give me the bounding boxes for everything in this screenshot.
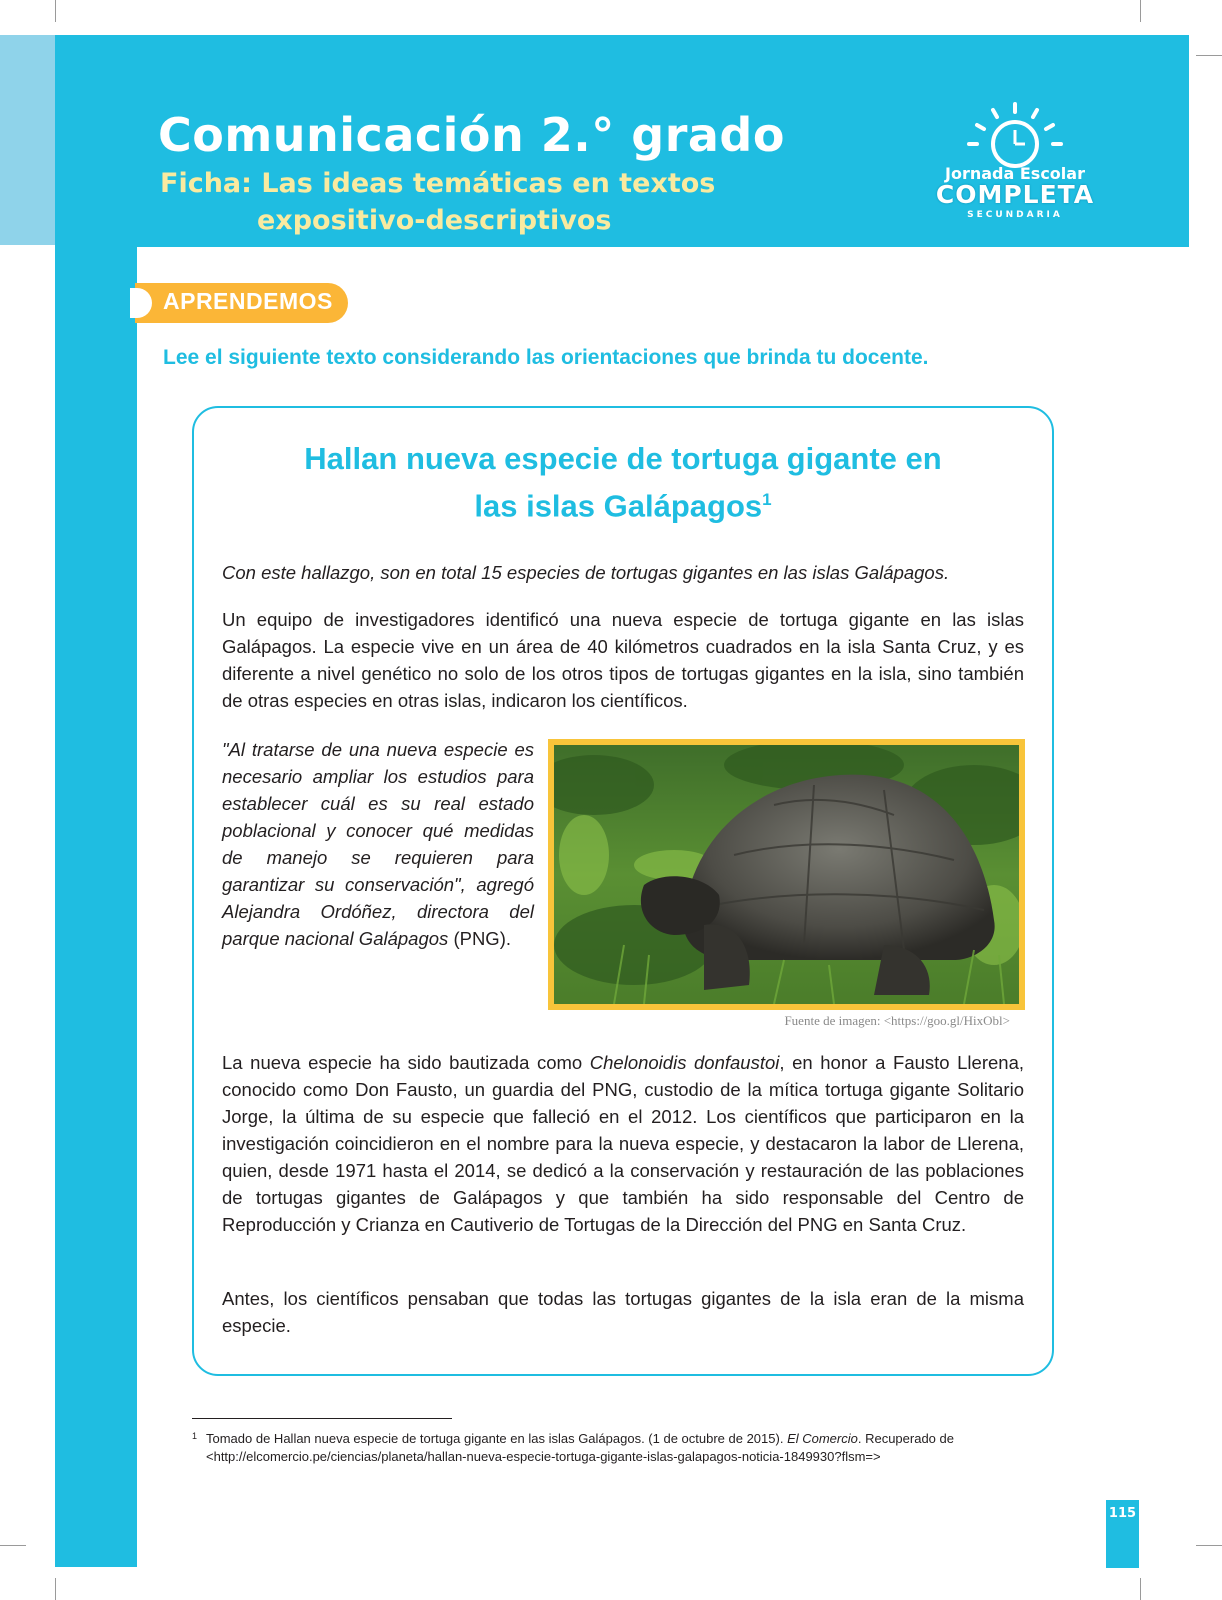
quote-tail: (PNG). <box>453 928 511 949</box>
logo-text-jornada: Jornada Escolar <box>945 164 1085 183</box>
footnote-citation: Tomado de Hallan nueva especie de tortuga gigante en las islas Galápagos. (1 de octubre de 2015). <box>206 1431 788 1446</box>
footnote-divider <box>192 1418 452 1419</box>
giant-tortoise-image <box>554 745 1019 1004</box>
crop-mark <box>55 0 56 22</box>
worksheet-subtitle-line2: expositivo-descriptivos <box>257 205 612 236</box>
worksheet-subtitle-line1: Ficha: Las ideas temáticas en textos <box>160 168 716 199</box>
clock-sun-icon <box>935 100 1095 170</box>
article-title-line2: las islas Galápagos <box>474 488 763 524</box>
article-paragraph-1: Un equipo de investigadores identificó una nueva especie de tortuga gigante en las islas Galápagos. La especie vive en un área de 40 kilómetros cuadrados en la isla Santa Cruz, y es diferente a nivel genético no solo de los otros tipos de tortugas gigantes en la isla, sino también de otras especies en otras islas, indicaron los científicos. <box>222 609 1024 711</box>
crop-mark <box>55 1578 56 1600</box>
image-caption: Fuente de imagen: <https://goo.gl/HixObl> <box>784 1013 1010 1028</box>
footnote-ref: 1 <box>762 490 772 509</box>
left-light-band <box>0 35 55 245</box>
logo-text-secundaria: SECUNDARIA <box>967 210 1063 220</box>
section-label: APRENDEMOS <box>163 288 333 314</box>
footnote-number: 1 <box>192 1431 198 1441</box>
page-title: Comunicación 2.° grado <box>158 108 785 162</box>
tortoise-photo <box>548 739 1025 1010</box>
footnote <box>192 1430 1032 1466</box>
article-title <box>192 438 1054 526</box>
crop-mark <box>1140 0 1141 22</box>
crop-mark <box>0 1545 26 1546</box>
paragraph-3-rest: , en honor a Fausto Llerena, conocido como Don Fausto, un guardia del PNG, custodio de la mítica tortuga gigante Solitario Jorge, la última de su especie que falleció en el 2012. Los científicos que participaron en la investigación coincidieron en el nombre para la nueva especie, y destacaron la labor de Llerena, quien, desde 1971 hasta el 2014, se dedicó a la conservación y restauración de las poblaciones de tortugas gigantes de Galápagos y que también ha sido responsable del Centro de Reproducción y Crianza en Cautiverio de Tortugas de la Dirección del PNG en Santa Cruz. <box>222 1052 1024 1235</box>
article-lead: Con este hallazgo, son en total 15 especies de tortugas gigantes en las islas Galápagos. <box>222 562 950 583</box>
page-number: 115 <box>1108 1506 1137 1521</box>
crop-mark <box>1196 1545 1222 1546</box>
footnote-url: . Recuperado de <http://elcomercio.pe/ciencias/planeta/hallan-nueva-especie-tortuga-gigante-islas-galapagos-noticia-1849930?flsm=> <box>206 1431 954 1464</box>
logo-text-completa: COMPLETA <box>935 180 1095 209</box>
reading-instruction: Lee el siguiente texto considerando las orientaciones que brinda tu docente. <box>163 346 929 369</box>
species-name: Chelonoidis donfaustoi <box>589 1052 780 1073</box>
article-quote <box>222 736 534 952</box>
article-paragraph-3 <box>222 1049 1024 1238</box>
footnote-source: El Comercio <box>787 1431 858 1446</box>
article-title-line1: Hallan nueva especie de tortuga gigante en <box>304 441 942 476</box>
left-side-bar <box>55 245 137 1567</box>
article-paragraph-4: Antes, los científicos pensaban que todas las tortugas gigantes de la isla eran de la misma especie. <box>222 1288 1024 1336</box>
footnote-text <box>206 1430 1032 1466</box>
quote-text: "Al tratarse de una nueva especie es necesario ampliar los estudios para establecer cuál es su real estado poblacional y conocer qué medidas de manejo se requieren para garantizar su conservación", agregó Alejandra Ordóñez, directora del parque nacional Galápagos <box>222 739 534 949</box>
crop-mark <box>1140 1578 1141 1600</box>
crop-mark <box>1196 55 1222 56</box>
paragraph-3-start: La nueva especie ha sido bautizada como <box>222 1052 590 1073</box>
jornada-escolar-logo <box>935 100 1095 225</box>
